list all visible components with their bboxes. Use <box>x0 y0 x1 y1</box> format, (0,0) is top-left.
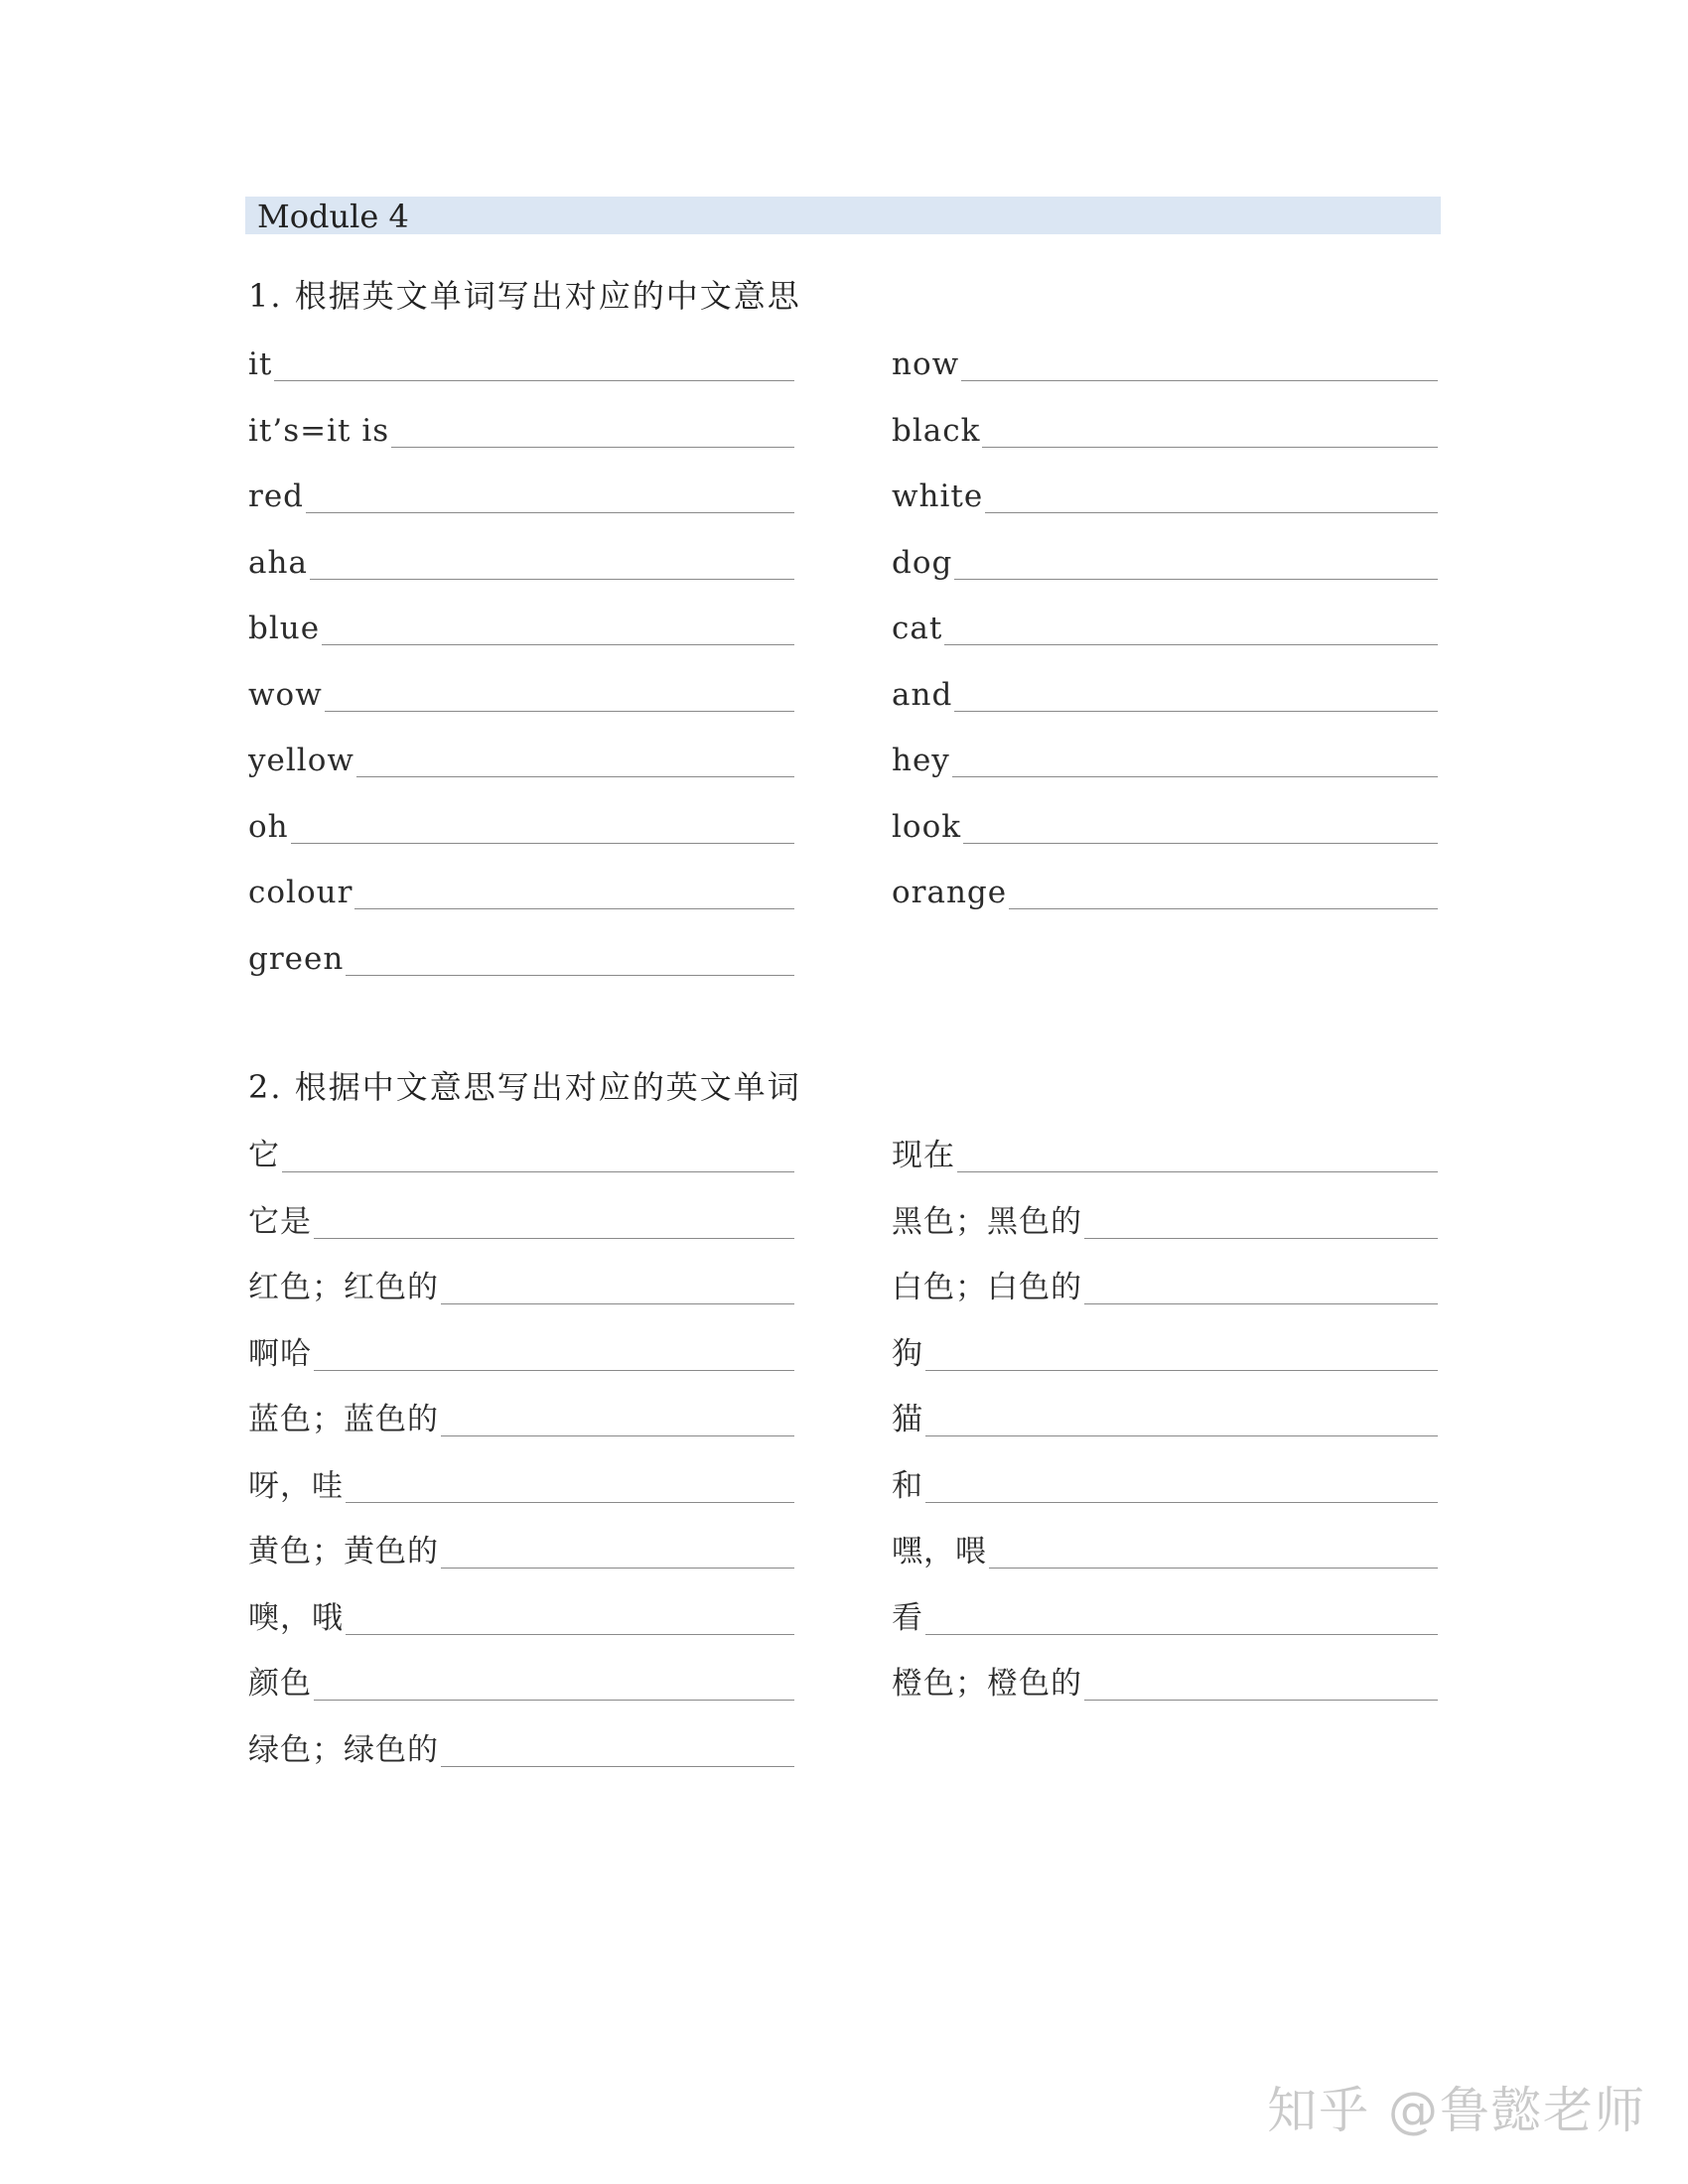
answer-blank-line[interactable] <box>944 634 1438 645</box>
vocab-prompt: 白色；白色的 <box>892 1270 1082 1305</box>
vocab-row <box>248 1390 794 1439</box>
vocab-row <box>248 731 794 780</box>
answer-blank-line[interactable] <box>925 1492 1438 1503</box>
vocab-prompt: 狗 <box>892 1335 923 1372</box>
vocab-prompt: 蓝色；蓝色的 <box>248 1402 439 1437</box>
answer-blank-line[interactable] <box>314 1690 794 1701</box>
vocab-row <box>892 467 1438 516</box>
answer-blank-line[interactable] <box>441 1294 794 1304</box>
vocab-row <box>248 665 794 715</box>
vocab-prompt: 颜色 <box>248 1666 312 1702</box>
answer-blank-line[interactable] <box>954 701 1438 712</box>
module-title: Module 4 <box>245 197 1441 234</box>
vocab-prompt: 绿色；绿色的 <box>248 1731 439 1768</box>
answer-blank-line[interactable] <box>346 1624 794 1635</box>
vocab-row <box>892 533 1438 583</box>
answer-blank-line[interactable] <box>441 1426 794 1436</box>
answer-blank-line[interactable] <box>314 1228 794 1239</box>
vocab-prompt: hey <box>892 743 950 778</box>
answer-blank-line[interactable] <box>1084 1294 1438 1304</box>
vocab-row <box>892 1390 1438 1439</box>
answer-blank-line[interactable] <box>346 1492 794 1503</box>
vocab-prompt: 它是 <box>248 1203 312 1240</box>
answer-blank-line[interactable] <box>356 766 794 777</box>
vocab-prompt: green <box>248 940 345 977</box>
vocab-row <box>892 1258 1438 1307</box>
vocab-row <box>248 1588 794 1638</box>
vocab-prompt: 看 <box>892 1599 923 1636</box>
vocab-prompt: it’s=it is <box>248 412 390 449</box>
vocab-row <box>248 929 794 979</box>
answer-blank-line[interactable] <box>322 634 794 645</box>
vocab-prompt: cat <box>892 611 943 646</box>
answer-blank-line[interactable] <box>325 701 794 712</box>
vocab-row <box>892 665 1438 715</box>
answer-blank-line[interactable] <box>1084 1690 1438 1701</box>
answer-blank-line[interactable] <box>1009 898 1438 909</box>
vocab-prompt: 猫 <box>892 1402 923 1437</box>
vocab-row <box>892 1654 1438 1704</box>
answer-blank-line[interactable] <box>963 833 1438 844</box>
vocab-row <box>892 731 1438 780</box>
answer-blank-line[interactable] <box>391 437 794 448</box>
vocab-row <box>892 1126 1438 1175</box>
vocab-row <box>248 1522 794 1571</box>
vocab-row <box>892 335 1438 384</box>
answer-blank-line[interactable] <box>310 569 794 580</box>
vocab-row <box>892 1456 1438 1506</box>
watermark: 知乎 @鲁懿老师 <box>1267 2082 1646 2139</box>
vocab-row <box>892 863 1438 912</box>
vocab-row <box>248 467 794 516</box>
answer-blank-line[interactable] <box>346 965 794 976</box>
vocab-prompt: 嘿，喂 <box>892 1534 987 1570</box>
answer-blank-line[interactable] <box>274 370 794 381</box>
answer-blank-line[interactable] <box>1084 1228 1438 1239</box>
vocab-prompt: look <box>892 808 962 845</box>
answer-blank-line[interactable] <box>306 502 794 513</box>
vocab-prompt: 噢，哦 <box>248 1599 344 1636</box>
vocab-prompt: and <box>892 676 953 713</box>
vocab-prompt: red <box>248 478 305 514</box>
answer-blank-line[interactable] <box>925 1360 1438 1371</box>
vocab-row <box>892 599 1438 648</box>
vocab-prompt: colour <box>248 875 353 910</box>
vocab-row <box>248 1192 794 1242</box>
vocab-row <box>892 1588 1438 1638</box>
vocab-prompt: 橙色；橙色的 <box>892 1666 1082 1702</box>
vocab-prompt: white <box>892 478 984 514</box>
answer-blank-line[interactable] <box>282 1161 794 1172</box>
vocab-prompt: 它 <box>248 1138 280 1173</box>
vocab-prompt: it <box>248 346 273 382</box>
vocab-row <box>248 1654 794 1704</box>
vocab-prompt: now <box>892 346 960 382</box>
vocab-row <box>892 1192 1438 1242</box>
vocab-prompt: 红色；红色的 <box>248 1270 439 1305</box>
vocab-row <box>248 1258 794 1307</box>
vocab-prompt: yellow <box>248 743 354 778</box>
answer-blank-line[interactable] <box>954 569 1438 580</box>
vocab-prompt: orange <box>892 875 1008 910</box>
vocab-prompt: black <box>892 412 981 449</box>
vocab-row <box>892 797 1438 847</box>
vocab-prompt: aha <box>248 544 308 581</box>
answer-blank-line[interactable] <box>354 898 794 909</box>
answer-blank-line[interactable] <box>957 1161 1438 1172</box>
answer-blank-line[interactable] <box>989 1558 1438 1569</box>
vocab-row <box>248 1720 794 1770</box>
vocab-row <box>892 1324 1438 1374</box>
answer-blank-line[interactable] <box>291 833 794 844</box>
vocab-row <box>248 1324 794 1374</box>
vocab-prompt: 现在 <box>892 1138 955 1173</box>
vocab-row <box>248 797 794 847</box>
vocab-row <box>248 1456 794 1506</box>
vocab-row <box>248 335 794 384</box>
vocab-prompt: dog <box>892 544 953 581</box>
answer-blank-line[interactable] <box>441 1558 794 1569</box>
vocab-prompt: blue <box>248 611 321 646</box>
vocab-row <box>892 1522 1438 1571</box>
answer-blank-line[interactable] <box>985 502 1438 513</box>
answer-blank-line[interactable] <box>314 1360 794 1371</box>
vocab-row <box>248 401 794 451</box>
vocab-prompt: oh <box>248 808 289 845</box>
vocab-prompt: 啊哈 <box>248 1335 312 1372</box>
vocab-prompt: 和 <box>892 1467 923 1504</box>
vocab-row <box>248 533 794 583</box>
answer-blank-line[interactable] <box>952 766 1438 777</box>
vocab-row <box>248 863 794 912</box>
vocab-prompt: 黄色；黄色的 <box>248 1534 439 1570</box>
section-1-title: 1. 根据英文单词写出对应的中文意思 <box>248 277 801 315</box>
answer-blank-line[interactable] <box>441 1756 794 1767</box>
answer-blank-line[interactable] <box>982 437 1438 448</box>
vocab-prompt: 呀，哇 <box>248 1467 344 1504</box>
vocab-row <box>892 401 1438 451</box>
answer-blank-line[interactable] <box>961 370 1438 381</box>
answer-blank-line[interactable] <box>925 1624 1438 1635</box>
vocab-prompt: wow <box>248 676 323 713</box>
section-2-title: 2. 根据中文意思写出对应的英文单词 <box>248 1068 801 1106</box>
vocab-prompt: 黑色；黑色的 <box>892 1203 1082 1240</box>
vocab-row <box>248 1126 794 1175</box>
answer-blank-line[interactable] <box>925 1426 1438 1436</box>
vocab-row <box>248 599 794 648</box>
